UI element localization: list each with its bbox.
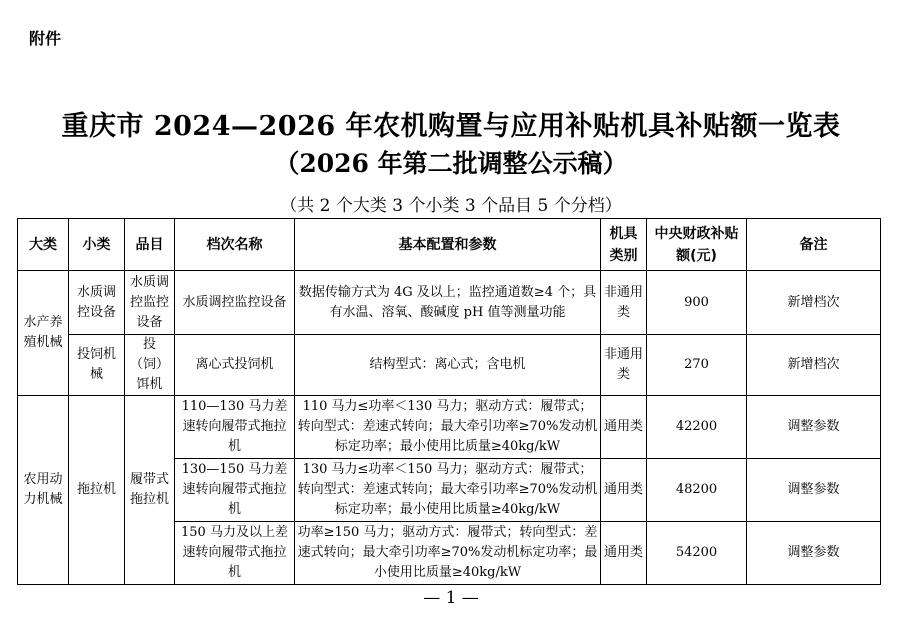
cell-subsidy: 900 <box>647 271 747 335</box>
cell-subsidy: 270 <box>647 335 747 396</box>
cell-item: 投（饲）饵机 <box>125 335 175 396</box>
header-subsidy: 中央财政补贴额(元) <box>647 219 747 271</box>
cell-subsidy: 42200 <box>647 396 747 459</box>
cell-config: 130 马力≤功率＜150 马力；驱动方式：履带式；转向型式：差速式转向；最大牵引功率≥70%发动机标定功率；最小使用比质量≥40kg/kW <box>295 459 601 522</box>
cell-category: 非通用类 <box>601 335 647 396</box>
cell-grade: 150 马力及以上差速转向履带式拖拉机 <box>175 522 295 585</box>
cell-category: 通用类 <box>601 396 647 459</box>
cell-category: 通用类 <box>601 522 647 585</box>
header-row <box>18 219 881 271</box>
cell-category: 非通用类 <box>601 271 647 335</box>
cell-remark: 调整参数 <box>747 459 881 522</box>
summary-line: （共 2 个大类 3 个小类 3 个品目 5 个分档） <box>280 196 622 216</box>
cell-minor: 拖拉机 <box>69 396 125 585</box>
header-major: 大类 <box>18 219 69 271</box>
header-grade: 档次名称 <box>175 219 295 271</box>
cell-remark: 新增档次 <box>747 335 881 396</box>
cell-minor: 水质调控设备 <box>69 271 125 335</box>
table-row <box>18 271 881 335</box>
cell-remark: 调整参数 <box>747 396 881 459</box>
document-title: 重庆市 2024—2026 年农机购置与应用补贴机具补贴额一览表 <box>61 111 841 142</box>
page-number: — 1 — <box>423 588 479 608</box>
cell-subsidy: 54200 <box>647 522 747 585</box>
cell-item: 履带式拖拉机 <box>125 396 175 585</box>
table-row <box>18 396 881 459</box>
cell-item: 水质调控监控设备 <box>125 271 175 335</box>
document-subtitle: （2026 年第二批调整公示稿） <box>274 149 628 178</box>
cell-remark: 调整参数 <box>747 522 881 585</box>
cell-minor: 投饲机械 <box>69 335 125 396</box>
header-minor: 小类 <box>69 219 125 271</box>
cell-grade: 130—150 马力差速转向履带式拖拉机 <box>175 459 295 522</box>
cell-category: 通用类 <box>601 459 647 522</box>
cell-config: 110 马力≤功率＜130 马力；驱动方式：履带式；转向型式：差速式转向；最大牵引功率≥70%发动机标定功率；最小使用比质量≥40kg/kW <box>295 396 601 459</box>
header-item: 品目 <box>125 219 175 271</box>
cell-grade: 离心式投饲机 <box>175 335 295 396</box>
cell-config: 结构型式：离心式；含电机 <box>295 335 601 396</box>
cell-subsidy: 48200 <box>647 459 747 522</box>
subsidy-table <box>17 218 881 585</box>
cell-grade: 水质调控监控设备 <box>175 271 295 335</box>
cell-major: 水产养殖机械 <box>18 271 69 396</box>
cell-config: 数据传输方式为 4G 及以上；监控通道数≥4 个；具有水温、溶氧、酸碱度 pH 值等测量功能 <box>295 271 601 335</box>
header-remark: 备注 <box>747 219 881 271</box>
cell-grade: 110—130 马力差速转向履带式拖拉机 <box>175 396 295 459</box>
cell-major: 农用动力机械 <box>18 396 69 585</box>
attachment-label: 附件 <box>29 29 62 48</box>
header-config: 基本配置和参数 <box>295 219 601 271</box>
cell-config: 功率≥150 马力；驱动方式：履带式；转向型式：差速式转向；最大牵引功率≥70%发动机标定功率；最小使用比质量≥40kg/kW <box>295 522 601 585</box>
table-row <box>18 335 881 396</box>
cell-remark: 新增档次 <box>747 271 881 335</box>
header-category: 机具类别 <box>601 219 647 271</box>
